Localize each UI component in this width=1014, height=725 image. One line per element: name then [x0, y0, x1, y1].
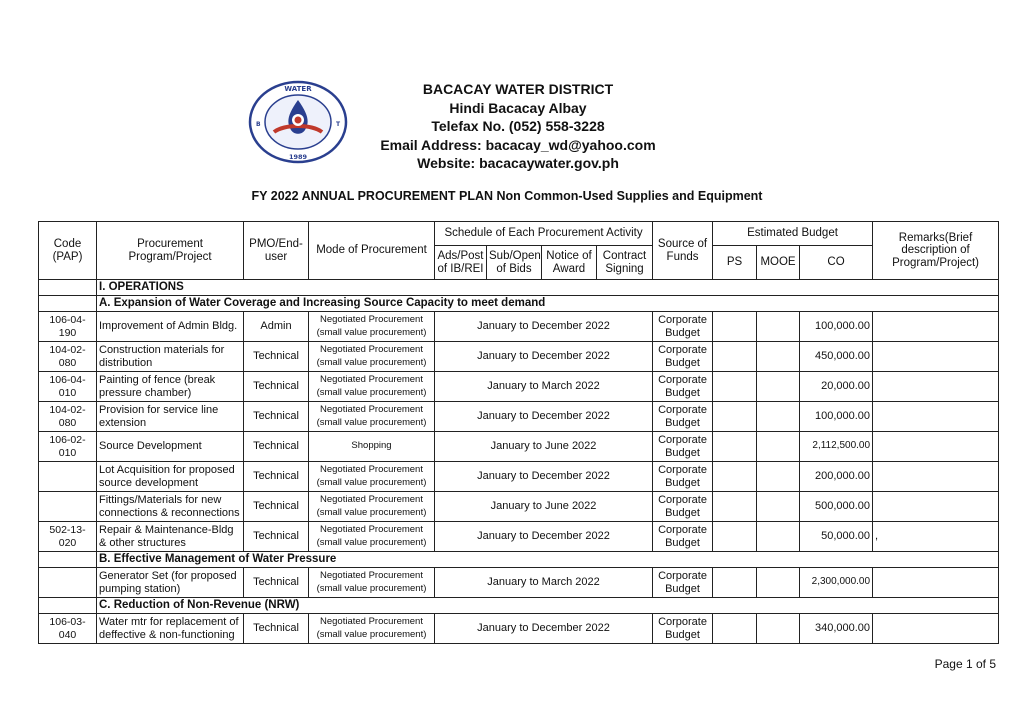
table-row [39, 312, 999, 342]
col-schedule: Schedule of Each Procurement Activity [435, 222, 653, 246]
col-notice: Notice of Award [542, 246, 597, 280]
code-cell: 106-03-040 [39, 614, 97, 644]
schedule-cell: January to December 2022 [435, 614, 653, 644]
remarks-cell [873, 342, 999, 372]
mooe-cell [757, 492, 800, 522]
co-cell: 200,000.00 [800, 462, 873, 492]
svg-text:T: T [336, 121, 341, 128]
table-row [39, 402, 999, 432]
source-cell: Corporate Budget [653, 432, 713, 462]
co-cell: 500,000.00 [800, 492, 873, 522]
ps-cell [713, 432, 757, 462]
source-cell: Corporate Budget [653, 342, 713, 372]
remarks-cell [873, 432, 999, 462]
table-body [39, 280, 999, 644]
co-cell: 100,000.00 [800, 402, 873, 432]
program-cell: Water mtr for replacement of deffective & non-functioning [97, 614, 244, 644]
schedule-cell: January to December 2022 [435, 522, 653, 552]
program-cell: Fittings/Materials for new connections & reconnections [97, 492, 244, 522]
schedule-cell: January to December 2022 [435, 402, 653, 432]
remarks-cell [873, 312, 999, 342]
remarks-cell [873, 372, 999, 402]
svg-text:B: B [256, 121, 261, 128]
source-cell: Corporate Budget [653, 522, 713, 552]
program-cell: Lot Acquisition for proposed source development [97, 462, 244, 492]
code-cell: 104-02-080 [39, 342, 97, 372]
table-row [39, 568, 999, 598]
schedule-cell: January to December 2022 [435, 462, 653, 492]
code-cell: 104-02-080 [39, 402, 97, 432]
mooe-cell [757, 522, 800, 552]
source-cell: Corporate Budget [653, 614, 713, 644]
program-cell: Improvement of Admin Bldg. [97, 312, 244, 342]
pmo-cell: Technical [244, 492, 309, 522]
mode-cell: Negotiated Procurement (small value procurement) [309, 614, 435, 644]
mode-cell: Negotiated Procurement (small value procurement) [309, 492, 435, 522]
schedule-cell: January to June 2022 [435, 432, 653, 462]
source-cell: Corporate Budget [653, 312, 713, 342]
pmo-cell: Technical [244, 432, 309, 462]
mooe-cell [757, 568, 800, 598]
code-cell [39, 462, 97, 492]
program-cell: Generator Set (for proposed pumping station) [97, 568, 244, 598]
col-contract: Contract Signing [597, 246, 653, 280]
table-row [39, 522, 999, 552]
col-ps: PS [713, 246, 757, 280]
co-cell: 100,000.00 [800, 312, 873, 342]
remarks-cell [873, 614, 999, 644]
remarks-cell [873, 492, 999, 522]
section-title: B. Effective Management of Water Pressure [97, 552, 999, 568]
source-cell: Corporate Budget [653, 492, 713, 522]
pmo-cell: Technical [244, 342, 309, 372]
section-header [39, 296, 999, 312]
col-co: CO [800, 246, 873, 280]
co-cell: 2,112,500.00 [800, 432, 873, 462]
remarks-cell: , [873, 522, 999, 552]
section-spacer [39, 598, 97, 614]
code-cell [39, 492, 97, 522]
mooe-cell [757, 372, 800, 402]
source-cell: Corporate Budget [653, 462, 713, 492]
code-cell [39, 568, 97, 598]
schedule-cell: January to March 2022 [435, 372, 653, 402]
section-main: I. OPERATIONS [97, 280, 999, 296]
mooe-cell [757, 342, 800, 372]
address: Hindi Bacacay Albay [449, 99, 587, 116]
table-row [39, 492, 999, 522]
col-code: Code (PAP) [39, 222, 97, 280]
schedule-cell: January to June 2022 [435, 492, 653, 522]
code-cell: 502-13-020 [39, 522, 97, 552]
plan-title: FY 2022 ANNUAL PROCUREMENT PLAN Non Common-Used Supplies and Equipment [251, 189, 763, 203]
col-remarks: Remarks(Brief description of Program/Project) [873, 222, 999, 280]
pmo-cell: Technical [244, 568, 309, 598]
mooe-cell [757, 402, 800, 432]
remarks-cell [873, 462, 999, 492]
ps-cell [713, 402, 757, 432]
schedule-cell: January to December 2022 [435, 312, 653, 342]
source-cell: Corporate Budget [653, 568, 713, 598]
col-pmo: PMO/End-user [244, 222, 309, 280]
email: Email Address: bacacay_wd@yahoo.com [380, 136, 656, 153]
col-ads: Ads/Post of IB/REI [435, 246, 487, 280]
website: Website: bacacaywater.gov.ph [417, 155, 619, 171]
section-title: C. Reduction of Non-Revenue (NRW) [97, 598, 999, 614]
co-cell: 450,000.00 [800, 342, 873, 372]
col-source: Source of Funds [653, 222, 713, 280]
col-mooe: MOOE [757, 246, 800, 280]
section-spacer [39, 296, 97, 312]
pmo-cell: Technical [244, 522, 309, 552]
ps-cell [713, 312, 757, 342]
co-cell: 50,000.00 [800, 522, 873, 552]
svg-text:1989: 1989 [288, 153, 308, 161]
mode-cell: Shopping [309, 432, 435, 462]
ps-cell [713, 342, 757, 372]
co-cell: 2,300,000.00 [800, 568, 873, 598]
program-cell: Provision for service line extension [97, 402, 244, 432]
section-spacer [39, 552, 97, 568]
col-budget: Estimated Budget [713, 222, 873, 246]
table-row [39, 372, 999, 402]
co-cell: 20,000.00 [800, 372, 873, 402]
pmo-cell: Technical [244, 614, 309, 644]
ps-cell [713, 568, 757, 598]
col-program: Procurement Program/Project [97, 222, 244, 280]
ps-cell [713, 522, 757, 552]
code-cell: 106-04-010 [39, 372, 97, 402]
table-row [39, 342, 999, 372]
svg-text:WATER: WATER [284, 85, 312, 93]
org-name: BACACAY WATER DISTRICT [422, 81, 614, 97]
ps-cell [713, 492, 757, 522]
code-cell: 106-02-010 [39, 432, 97, 462]
program-cell: Construction materials for distribution [97, 342, 244, 372]
mode-cell: Negotiated Procurement (small value procurement) [309, 568, 435, 598]
source-cell: Corporate Budget [653, 372, 713, 402]
program-cell: Repair & Maintenance-Bldg & other structures [97, 522, 244, 552]
table-row [39, 462, 999, 492]
schedule-cell: January to March 2022 [435, 568, 653, 598]
remarks-cell [873, 402, 999, 432]
table-row [39, 614, 999, 644]
program-cell: Source Development [97, 432, 244, 462]
source-cell: Corporate Budget [653, 402, 713, 432]
telefax: Telefax No. (052) 558-3228 [431, 118, 605, 134]
section-header [39, 598, 999, 614]
section-header [39, 552, 999, 568]
page-number: Page 1 of 5 [934, 657, 996, 671]
col-sub-open: Sub/Open of Bids [487, 246, 542, 280]
ps-cell [713, 614, 757, 644]
mode-cell: Negotiated Procurement (small value procurement) [309, 342, 435, 372]
mooe-cell [757, 614, 800, 644]
mooe-cell [757, 462, 800, 492]
pmo-cell: Technical [244, 402, 309, 432]
mode-cell: Negotiated Procurement (small value procurement) [309, 462, 435, 492]
co-cell: 340,000.00 [800, 614, 873, 644]
mode-cell: Negotiated Procurement (small value procurement) [309, 522, 435, 552]
pmo-cell: Technical [244, 372, 309, 402]
code-cell: 106-04-190 [39, 312, 97, 342]
remarks-cell [873, 568, 999, 598]
ps-cell [713, 372, 757, 402]
section-title: A. Expansion of Water Coverage and Increasing Source Capacity to meet demand [97, 296, 999, 312]
mooe-cell [757, 432, 800, 462]
ps-cell [713, 462, 757, 492]
mode-cell: Negotiated Procurement (small value procurement) [309, 312, 435, 342]
pmo-cell: Technical [244, 462, 309, 492]
procurement-table [38, 221, 999, 644]
water-district-seal [248, 80, 348, 164]
col-mode: Mode of Procurement [309, 222, 435, 280]
mode-cell: Negotiated Procurement (small value procurement) [309, 402, 435, 432]
mooe-cell [757, 312, 800, 342]
mode-cell: Negotiated Procurement (small value procurement) [309, 372, 435, 402]
schedule-cell: January to December 2022 [435, 342, 653, 372]
program-cell: Painting of fence (break pressure chamber) [97, 372, 244, 402]
table-row [39, 432, 999, 462]
pmo-cell: Admin [244, 312, 309, 342]
letterhead [360, 80, 676, 173]
